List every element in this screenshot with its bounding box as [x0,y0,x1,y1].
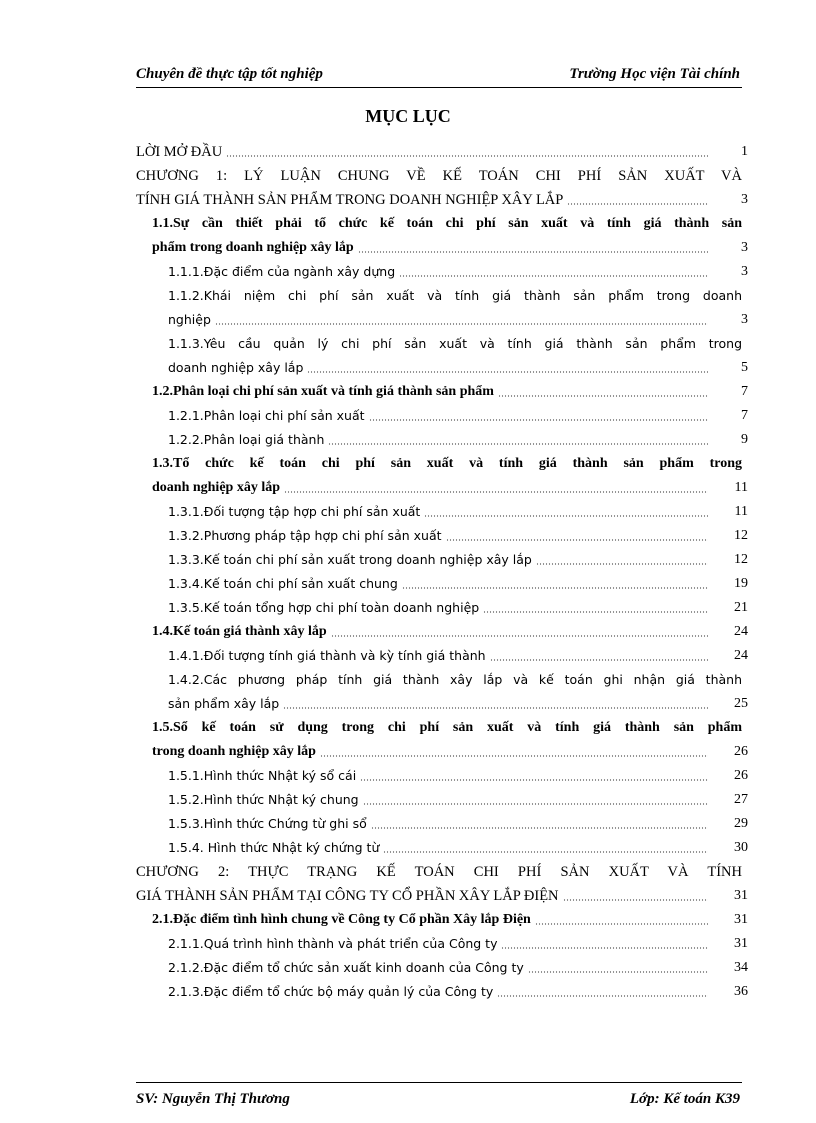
toc-entry[interactable] [136,428,748,452]
header-left-text: Chuyên đề thực tập tốt nghiệp [136,66,323,82]
toc-dot-leader [284,491,708,493]
toc-entry-text: 1.3.Tổ chức kế toán chi phí sản xuất và tính giá thành sản phẩm trong [152,456,742,471]
toc-entry-text: 2.1.1.Quá trình hình thành và phát triển của Công ty [168,936,498,951]
toc-entry[interactable] [136,500,748,524]
toc-entry[interactable] [136,812,748,836]
toc-dot-leader [215,323,708,325]
toc-entry-text: CHƯƠNG 2: THỰC TRẠNG KẾ TOÁN CHI PHÍ SẢN XUẤT VÀ TÍNH [136,864,742,880]
toc-dot-leader [446,539,708,541]
toc-dot-leader [369,419,708,421]
toc-dot-leader [535,923,708,925]
toc-dot-leader [483,611,708,613]
toc-dot-leader [283,707,708,709]
toc-page-number: 11 [734,480,748,495]
toc-dot-leader [320,755,708,757]
toc-entry[interactable] [136,620,748,644]
footer-class: Lớp: Kế toán K39 [629,1091,740,1107]
toc-entry-text: 1.4.Kế toán giá thành xây lắp [152,624,327,639]
toc-page-number: 21 [734,600,748,615]
toc-entry-text: 1.1.Sự cần thiết phải tổ chức kế toán chi phí sản xuất và tính giá thành sản [152,216,742,231]
toc-entry-text: 1.2.2.Phân loại giá thành [168,432,325,447]
toc-dot-leader [536,563,708,565]
toc-entry-text: 2.1.Đặc điểm tình hình chung về Công ty Cổ phần Xây lắp Điện [152,912,531,927]
toc-page-number: 11 [734,504,748,519]
toc-page-number: 19 [734,576,748,591]
toc-dot-leader [328,443,708,445]
toc-entry-text: CHƯƠNG 1: LÝ LUẬN CHUNG VỀ KẾ TOÁN CHI PHÍ SẢN XUẤT VÀ [136,168,742,184]
toc-entry[interactable] [136,644,748,668]
toc-entry[interactable] [136,956,748,980]
toc-entry-text: 1.5.1.Hình thức Nhật ký sổ cái [168,768,357,783]
toc-dot-leader [383,851,708,853]
toc-page-number: 3 [741,312,748,327]
toc-entry-text: 2.1.2.Đặc điểm tổ chức sản xuất kinh doanh của Công ty [168,960,524,975]
toc-entry-text: 1.1.1.Đặc điểm của ngành xây dựng [168,264,396,279]
toc-page-number: 24 [734,624,748,639]
toc-entry-text: 1.5.3.Hình thức Chứng từ ghi sổ [168,816,367,831]
toc-entry[interactable] [136,716,748,764]
toc-entry-text: 1.5.2.Hình thức Nhật ký chung [168,792,359,807]
toc-entry-text: 1.1.2.Khái niệm chi phí sản xuất và tính giá thành sản phẩm trong doanh [168,288,742,303]
toc-page-number: 25 [734,696,748,711]
toc-dot-leader [358,251,708,253]
toc-page-number: 7 [741,384,748,399]
toc-dot-leader [371,827,708,829]
toc-dot-leader [490,659,708,661]
toc-page-number: 12 [734,528,748,543]
toc-dot-leader [402,587,708,589]
toc-entry-text: 1.5.4. Hình thức Nhật ký chứng từ [168,840,380,855]
toc-dot-leader [528,971,708,973]
toc-page-number: 1 [741,144,748,159]
toc-entry[interactable] [136,212,748,260]
toc-entry[interactable] [136,764,748,788]
toc-dot-leader [331,635,708,637]
toc-entry-text: TÍNH GIÁ THÀNH SẢN PHẨM TRONG DOANH NGHIỆP XÂY LẮP [136,192,564,208]
toc-entry[interactable] [136,260,748,284]
toc-page-number: 29 [734,816,748,831]
toc-entry[interactable] [136,140,748,164]
toc-page-number: 27 [734,792,748,807]
toc-dot-leader [497,995,708,997]
footer-student-name: SV: Nguyễn Thị Thương [136,1091,290,1107]
toc-page-number: 9 [741,432,748,447]
toc-entry-text: 2.1.3.Đặc điểm tổ chức bộ máy quản lý của Công ty [168,984,494,999]
toc-entry-text: 1.3.3.Kế toán chi phí sản xuất trong doanh nghiệp xây lắp [168,552,532,567]
toc-entry[interactable] [136,932,748,956]
toc-page-number: 31 [734,888,748,903]
page-title: MỤC LỤC [365,106,451,126]
toc-entry-text: 1.3.2.Phương pháp tập hợp chi phí sản xuất [168,528,442,543]
page-footer [136,1082,742,1116]
toc-entry-text: sản phẩm xây lắp [168,696,280,711]
toc-entry-text: 1.4.1.Đối tượng tính giá thành và kỳ tính giá thành [168,648,486,663]
toc-entry[interactable] [136,860,748,908]
toc-entry[interactable] [136,524,748,548]
toc-page-number: 26 [734,744,748,759]
toc-page-number: 30 [734,840,748,855]
toc-dot-leader [226,155,708,157]
toc-entry[interactable] [136,980,748,1004]
toc-dot-leader [501,947,708,949]
toc-entry-text: 1.3.4.Kế toán chi phí sản xuất chung [168,576,398,591]
toc-entry[interactable] [136,596,748,620]
toc-page-number: 3 [741,264,748,279]
toc-page-number: 26 [734,768,748,783]
toc-dot-leader [307,371,708,373]
toc-entry-text: 1.3.1.Đối tượng tập hợp chi phí sản xuất [168,504,421,519]
toc-page-number: 12 [734,552,748,567]
toc-page-number: 31 [734,936,748,951]
toc-entry-text: doanh nghiệp xây lắp [152,480,280,495]
toc-dot-leader [399,275,708,277]
page-header [136,62,742,88]
toc-page-number: 5 [741,360,748,375]
toc-entry-text: doanh nghiệp xây lắp [168,360,304,375]
toc-dot-leader [360,779,708,781]
table-of-contents [136,140,748,1004]
toc-entry[interactable] [136,788,748,812]
toc-page-number: 3 [741,240,748,255]
toc-entry-text: 1.2.1.Phân loại chi phí sản xuất [168,408,365,423]
toc-entry-text: 1.5.Sổ kế toán sử dụng trong chi phí sản xuất và tính giá thành sản phẩm [152,720,742,735]
toc-entry-text: 1.2.Phân loại chi phí sản xuất và tính giá thành sản phẩm [152,384,494,399]
toc-entry-text: LỜI MỞ ĐẦU [136,144,223,160]
toc-entry[interactable] [136,836,748,860]
toc-entry[interactable] [136,572,748,596]
toc-dot-leader [498,395,708,397]
toc-dot-leader [363,803,708,805]
toc-dot-leader [567,203,708,205]
toc-entry-text: GIÁ THÀNH SẢN PHẨM TẠI CÔNG TY CỔ PHẦN XÂY LẮP ĐIỆN [136,888,559,904]
toc-entry[interactable] [136,164,748,212]
toc-page-number: 24 [734,648,748,663]
toc-page-number: 3 [741,192,748,207]
toc-page-number: 36 [734,984,748,999]
toc-entry-text: 1.3.5.Kế toán tổng hợp chi phí toàn doanh nghiệp [168,600,480,615]
toc-entry[interactable] [136,548,748,572]
toc-page-number: 31 [734,912,748,927]
toc-entry[interactable] [136,332,748,380]
toc-entry-text: nghiệp [168,312,211,327]
toc-page-number: 7 [741,408,748,423]
toc-entry[interactable] [136,668,748,716]
toc-entry[interactable] [136,404,748,428]
toc-entry[interactable] [136,380,748,404]
toc-entry-text: phẩm trong doanh nghiệp xây lắp [152,240,354,255]
toc-entry[interactable] [136,452,748,500]
toc-entry[interactable] [136,284,748,332]
toc-entry-text: trong doanh nghiệp xây lắp [152,744,316,759]
toc-entry-text: 1.1.3.Yêu cầu quản lý chi phí sản xuất và tính giá thành sản phẩm trong [168,336,742,351]
toc-dot-leader [424,515,708,517]
toc-page-number: 34 [734,960,748,975]
toc-dot-leader [563,899,708,901]
toc-entry-text: 1.4.2.Các phương pháp tính giá thành xây lắp và kế toán ghi nhận giá thành [168,672,742,687]
toc-entry[interactable] [136,908,748,932]
header-right-text: Trường Học viện Tài chính [569,66,740,82]
